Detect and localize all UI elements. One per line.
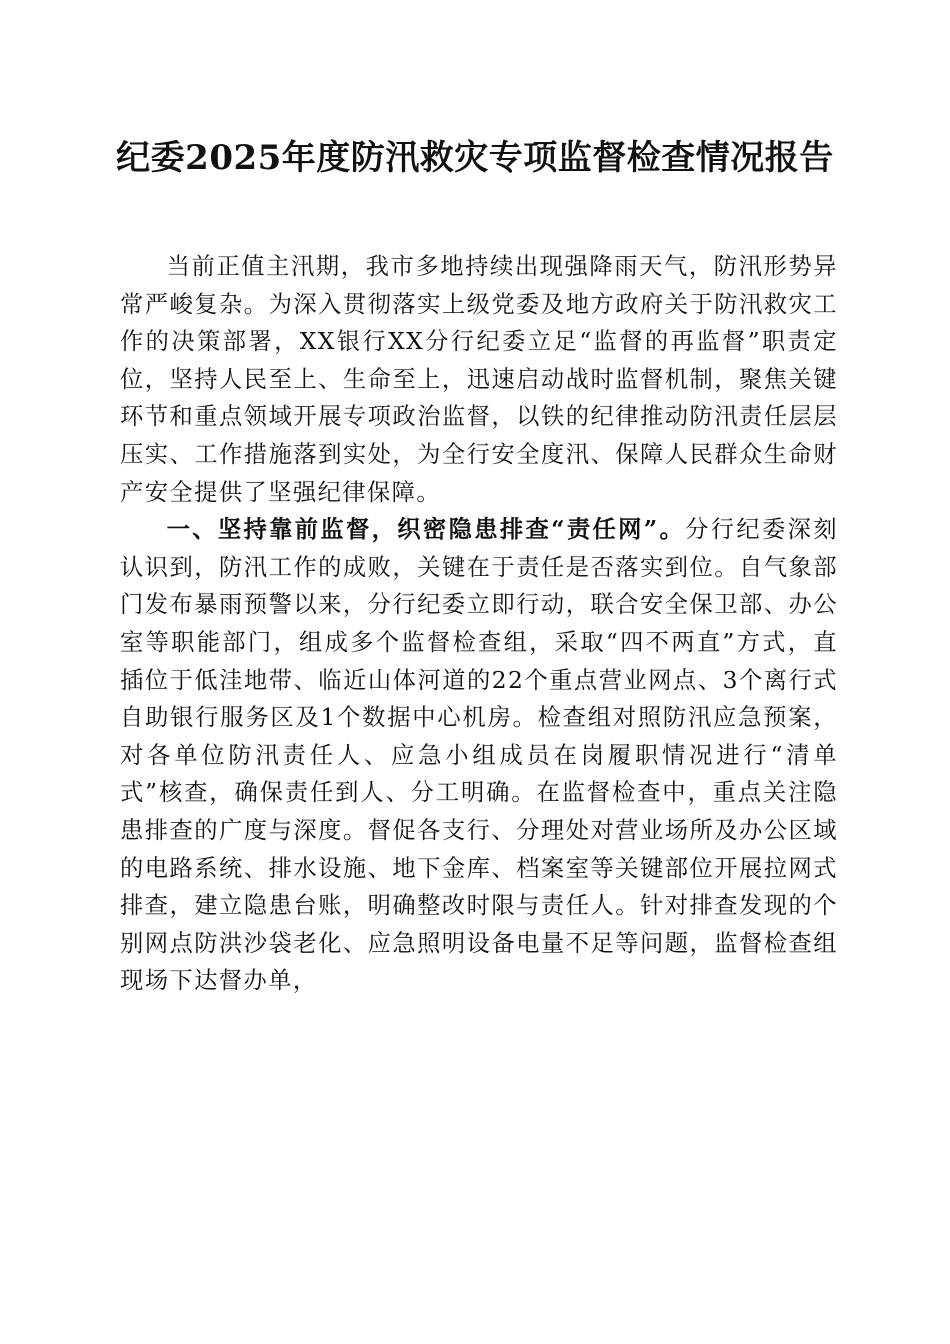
paragraph-text: 分行纪委深刻认识到，防汛工作的成败，关键在于责任是否落实到位。自气象部门发布暴雨预警以来，分行纪委立即行动，联合安全保卫部、办公室等职能部门，组成多个监督检查组，采取“四不两直”方式，直插位于低洼地带、临近山体河道的22个重点营业网点、3个离行式自助银行服务区及1个数据中心机房。检查组对照防汛应急预案，对各单位防汛责任人、应急小组成员在岗履职情况进行“清单式”核查，确保责任到人、分工明确。在监督检查中，重点关注隐患排查的广度与深度。督促各支行、分理处对营业场所及办公区域的电路系统、排水设施、地下金库、档案室等关键部位开展拉网式排查，建立隐患台账，明确整改时限与责任人。针对排查发现的个别网点防洪沙袋老化、应急照明设备电量不足等问题，监督检查组现场下达督办单， <box>120 516 838 995</box>
paragraph-section-one <box>120 511 838 1000</box>
paragraph-text: 当前正值主汛期，我市多地持续出现强降雨天气，防汛形势异常严峻复杂。为深入贯彻落实上级党委及地方政府关于防汛救灾工作的决策部署，XX银行XX分行纪委立足“监督的再监督”职责定位，坚持人民至上、生命至上，迅速启动战时监督机制，聚焦关键环节和重点领域开展专项政治监督，以铁的纪律推动防汛责任层层压实、工作措施落到实处，为全行安全度汛、保障人民群众生命财产安全提供了坚强纪律保障。 <box>120 253 838 506</box>
document-title: 纪委2025年度防汛救灾专项监督检查情况报告 <box>116 138 834 178</box>
paragraph-intro <box>120 248 838 511</box>
section-heading: 一、坚持靠前监督，织密隐患排查“责任网”。 <box>166 516 686 544</box>
document-body <box>120 248 838 1000</box>
